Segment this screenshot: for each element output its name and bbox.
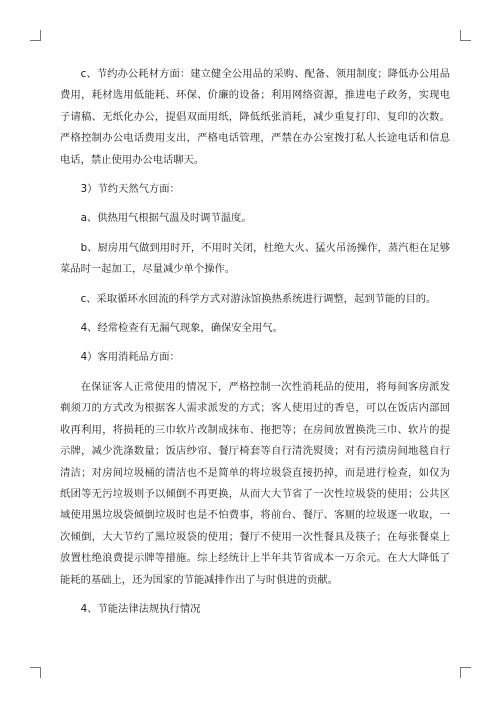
paragraph-office-supplies: c、节约办公耗材方面：建立健全公用品的采购、配备、领用制度；降低办公用品费用，耗材选用低能耗、环保、价廉的设备；利用网络资源，推进电子政务，实现电子请稿、无纸化办公，提倡双面用纸，降低纸张消耗，减少重复打印、复印的次数。严格控制办公电话费用支出，严格电话管理，严禁在办公室拨打私人长途电话和信息电话，禁止使用办公电话聊天。 (60, 68, 450, 166)
section-heading-consumables: 4）客用消耗品方面： (80, 351, 180, 364)
paragraph-pool-water: c、采取循环水回流的科学方式对游泳馆换热系统进行调整，起到节能的目的。 (80, 292, 437, 305)
crop-mark-top-left (30, 30, 41, 41)
spacer (60, 591, 450, 599)
crop-mark-top-right (460, 30, 471, 41)
spacer (60, 281, 450, 289)
paragraph-kitchen-gas: b、厨房用气做到用时开，不用时关闭，杜绝大火、猛火吊汤操作，蒸汽柜在足够菜品时一起加工，尽量减少单个操作。 (60, 241, 450, 276)
paragraph-heating-gas: a、供热用气根据气温及时调节温度。 (80, 212, 252, 225)
document-body (60, 64, 450, 620)
crop-mark-bottom-right (460, 667, 471, 678)
section-heading-natural-gas: 3）节约天然气方面： (80, 183, 180, 196)
spacer (60, 339, 450, 347)
spacer (60, 310, 450, 318)
paragraph-consumables: 在保证客人正常使用的情况下，严格控制一次性消耗品的使用，将每间客房派发剃须刀的方式改为根据客人需求派发的方式；客人使用过的香皂，可以在饭店内部回收再利用，将损耗的三巾软片改制成抹布、拖把等；在房间放置换洗三巾、软片的提示牌，减少洗涤数量；饭店纱帘、餐厅椅套等自行清洗熨烫；对有污渍房间地毯自行清洁；对房间垃圾桶的清洁也不是简单的将垃圾袋直接扔掉，而是进行检查，如仅为纸团等无污垃圾则予以倾倒不再更换，从而大大节省了一次性垃圾袋的使用；公共区域使用黑垃圾袋倾倒垃圾时也是不怕费事，将前台、餐厅、客厕的垃圾逐一收取，一次倾倒，大大节约了黑垃圾袋的使用；餐厅不使用一次性餐具及筷子；在每张餐桌上放置杜绝浪费提示牌等措施。综上经统计上半年共节省成本一万余元。在大大降低了能耗的基础上，还为国家的节能减排作出了与时俱进的贡献。 (60, 380, 450, 586)
section-heading-regulations: 4、节能法律法规执行情况 (80, 602, 201, 615)
spacer (60, 200, 450, 208)
crop-mark-bottom-left (30, 667, 41, 678)
paragraph-leak-check: 4、经常检查有无漏气现象，确保安全用气。 (80, 322, 283, 335)
spacer (60, 369, 450, 377)
spacer (60, 230, 450, 238)
spacer (60, 171, 450, 179)
